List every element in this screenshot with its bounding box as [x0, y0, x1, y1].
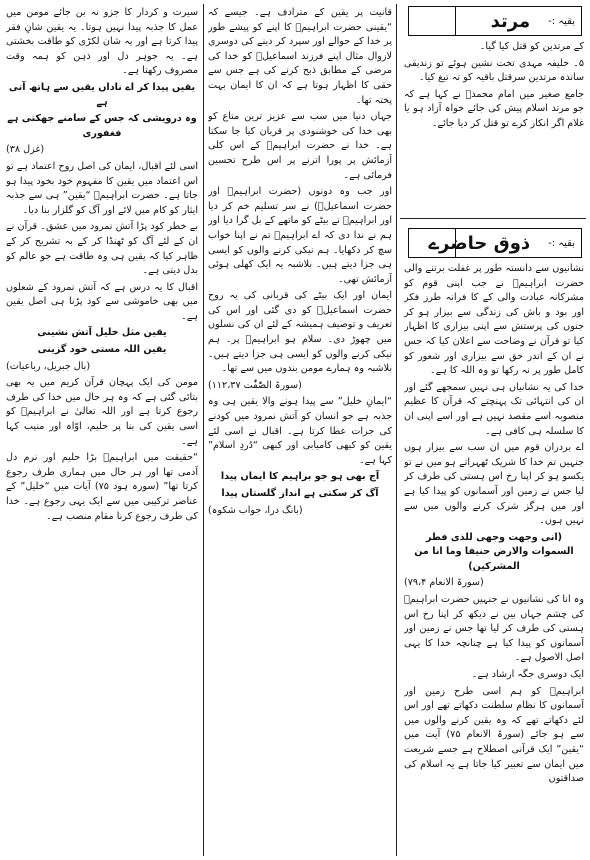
- paragraph: اقبال کا یہ درس ہے کہ آتش نمرود کے شعلوں میں بھی خاموشی سے کود پڑنا ہی اصل یقین ہے۔: [6, 281, 198, 322]
- poem-verse: یقین مثل خلیل آتش نشینی: [37, 327, 167, 339]
- arabic-verse: (انی وجهت وجهی للذی فطر السموات والارض حنیفا وما انا من المشرکین): [414, 531, 574, 572]
- poem-verse: یقیں پیدا کر اے ناداں یقیں سے ہاتھ آتی ہے: [8, 81, 196, 108]
- paragraph: ایک دوسری جگہ ارشاد ہے۔: [471, 669, 584, 681]
- poem-source: (بانگ درا، جواب شکوہ): [208, 504, 303, 516]
- column-right-top: [404, 40, 584, 214]
- paragraph: خدا کی یہ نشانیاں ہی نہیں سمجھے گئے اور ان کی انتہائی تک پہنچتے کہ قرآن کا عظیم منصوبہ اسے مقصد نہیں ہے اور اسے اپنی ان کا سلسلہ ہی کافی ہے۔: [404, 381, 584, 437]
- paragraph: ایمان اور ایک بیٹے کی قربانی کی یہ روح حضرت اسماعیلؑ کو دی گئی اور اس کی تعریف و توصیف ہمیشہ کے لئے ان کی نسلوں میں چھوڑ دی۔ سلام ہو ابراہیمؑ پر۔ ہم نیکی کرنے والوں کو ایسی ہی جزا دیتے ہیں۔ بلاشبہ وہ ہمارے مومن بندوں میں سے تھا۔: [208, 290, 392, 375]
- paragraph: ابراہیمؑ کو ہم اسی طرح زمین اور آسمانوں کا نظام سلطنت دکھاتے تھے اور اس لئے دکھاتے تھے کہ وہ یقین کرنے والوں میں سے ہو جائے (سورۃ الانعام ۷۵) آیت میں “یقین” ایک قرآنی اصطلاح ہے جسے شریعت میں ایمان سے تعبیر کیا جاتا ہے یہ اسلام کی صداقتوں: [404, 685, 584, 785]
- paragraph: ۵۔ خلیفہ مہدی تخت نشین ہوئے تو زندیقی ساندہ مرتدین سرقتل باقیہ کو تہ تیغ کیا۔: [404, 57, 584, 84]
- paragraph: اے بردران قوم میں ان سب سے بیزار ہوں جنہیں تم خدا کا شریک ٹھہراتے ہو میں نے تو یکسو ہو کر اپنا رخ اس ہستی کی طرف کر لیا جس نے زمین اور آسمانوں کو پیدا کیا ہے اور میں ہرگز شرک کرنے والوں میں سے نہیں ہوں۔: [404, 442, 584, 527]
- poem-source: (غزل ۳۸): [6, 144, 45, 156]
- section-header-zauq: [408, 228, 582, 258]
- header-strip: [409, 229, 456, 257]
- column-rule: [203, 4, 204, 856]
- continued-label: بقیہ :-: [548, 15, 575, 27]
- reference: (سورۃ الصّٰفّٰت ۱۱۲،۳۷): [208, 379, 302, 391]
- paragraph: اور جب وہ دونوں (حضرت ابراہیمؑ اور حضرت اسماعیلؑ) نے سر تسلیم خم کر دیا اور ابراہیمؑ نے بیٹے کو ماتھے کے بل گرا دیا اور ہم نے ندا دی کہ اے ابراہیمؑ تم نے اپنا خواب سچ کر دکھایا۔ ہم نیکی کرنے والوں کو ایسی ہی جزا دیتے ہیں۔ بلاشبہ یہ ایک کھلی ہوئی آزمائش تھی۔: [208, 186, 392, 285]
- paragraph: “حقیقت میں ابراہیمؑ بڑا حلیم اور نرم دل آدمی تھا اور ہر حال میں ہماری طرف رجوع کرتا تھا” (سورہ ہود ۷۵) آیات میں “خلیل” کے عناصر ترکیبی میں سے ایک یہی رجوع ہے۔ خدا کی طرف رجوع کرنا مقام منصب ہے۔: [6, 452, 198, 522]
- paragraph: کے مرتدین کو قتل کیا گیا۔: [479, 41, 584, 52]
- paragraph: “ایمانِ خلیل” سے پیدا ہونے والا یقین ہی وہ جذبہ ہے جو انسان کو آتش نمرود میں کودنے کی جرات عطا کرتا ہے۔ اقبال نے اسی لئے یقین کو کبھی کامیابی اور کبھی “دُردِ اسلام” کہا ہے۔: [208, 396, 392, 466]
- poem-verse: آگ کر سکتی ہے انداز گلستاں پیدا: [221, 488, 379, 499]
- header-strip: [409, 7, 456, 35]
- section-title: مرتد: [490, 10, 531, 32]
- column-right-bottom: [404, 262, 584, 856]
- column-middle: [208, 6, 392, 856]
- poem-verse: یقین اللہ مستی خود گزینی: [37, 344, 167, 356]
- paragraph: جامع صغیر میں امام محمدؒ نے کہا ہے کہ جو مرتد اسلام پیش کی جائے خواہ آزاد ہو یا غلام اگر انکار کرے تو قتل کر دیا جائے۔: [404, 88, 584, 129]
- continued-label: بقیہ :-: [548, 237, 575, 249]
- section-title: ذوق حاضرے: [428, 232, 531, 254]
- section-header-murtad: [408, 6, 582, 36]
- paragraph: بے خطر کود پڑا آتش نمرود میں عشق۔ قرآن نے ان کے لئے آگ کو ٹھنڈا کر کے بہ تشریح کر کے ظاہر کیا کہ یقین ہی وہ طاقت ہے جو عالم کو بدل دیتی ہے۔: [6, 221, 198, 277]
- paragraph: نشانیوں سے دانستہ طور پر غفلت برتنے والی حضرت ابراہیمؑ نے جب اپنی قوم کو مشرکانہ عبادت والی کے کا فرانہ طرز فکر اور بود و باش کی زندگی سے بیزار ہو کر جنوں کی پرستش سے اپنی بیزاری کا اظہار کیا تو قرآن نے وضاحت سے اعلان کیا کہ جس نے ان کے اندر حق سے بیزاری اور شعور کو کامل طور پر نہ رکھا تو وہ اللہ کا ہے۔: [404, 263, 584, 377]
- column-rule: [396, 4, 397, 856]
- paragraph: مومن کی ایک پہچان قرآن کریم میں یہ بھی بتائی گئی ہے کہ وہ ہر حال میں خدا کی طرف رجوع کرتا ہے اور اللہ تعالیٰ نے ابراہیمؑ کو اسی یقین کی بنا پر حلیم، اوّاہ اور منیب کہا ہے۔: [6, 377, 198, 447]
- reference: (سورۃ الانعام ۷۹،۴): [404, 577, 484, 589]
- column-left: [6, 6, 198, 856]
- poem-verse: وہ درویشی کہ جس کے سامنے جھکتی ہے فغفوری: [7, 113, 197, 139]
- paragraph: اسی لئے اقبال، ایمان کی اصل روح اعتماد ہے تو اس اعتماد میں یقین کا مفہوم خود بخود پیدا ہو جاتا ہے۔ حضرت ابراہیمؑ “یقین” ہی سے جذبہ ایثار کو کام میں لائے اور آگ کو گلزار بنا دیا۔: [6, 160, 198, 216]
- paragraph: وہ انا کی نشانیوں نے جنہیں حضرت ابراہیمؑ کی چشم جہاں بین نے دیکھ کر اپنا رخ اس ہستی کی طرف کر لیا تھا جس نے زمین اور آسمانوں کو پیدا کیا ہے چنانچہ خدا کا یہی اصل الاصول ہے۔: [404, 594, 584, 664]
- paragraph: قانیت پر یقین کے مترادف ہے۔ جیسے کہ “یقینی حضرت ابراہیمؑ کا اپنے کو پیشے طور پر خدا کے حوالے اور سپرد کر دینے کی دوسری لازوال مثال اپنے فرزند اسماعیلؑ کو خدا کی مرضی کے مطابق ذبح کرنے کی ہے جس سے حقی کا اظہار ہوتا ہے کہ ان کا ایمان بہت پختہ تھا۔: [208, 7, 392, 106]
- poem-verse: آج بھی ہو جو براہیم کا ایماں پیدا: [220, 471, 380, 483]
- section-divider: [400, 218, 586, 219]
- poem-source: (بال جبریل، رباعیات): [6, 360, 91, 372]
- paragraph: سیرت و کردار کا جزو نہ بن جائے مومن میں عمل کا جذبہ پیدا نہیں ہوتا۔ یہ یقین شانِ فقر پیدا کرتا ہے اور یہ شان لکڑی کو طاقت بخشتی ہے۔ یہ جوہر دل اور ذہن کو ہمہ وقت مصروف رکھتا ہے۔: [6, 7, 198, 77]
- paragraph: جہاں دنیا میں سب سے عزیز ترین متاع کو بھی خدا کی خوشنودی پر قربان کیا جا سکتا ہے۔ خدا نے حضرت ابراہیمؑ کے اس کلی آزمائش پر پورا اترنے پر اس طرح تحسین فرمائی ہے۔: [208, 111, 392, 181]
